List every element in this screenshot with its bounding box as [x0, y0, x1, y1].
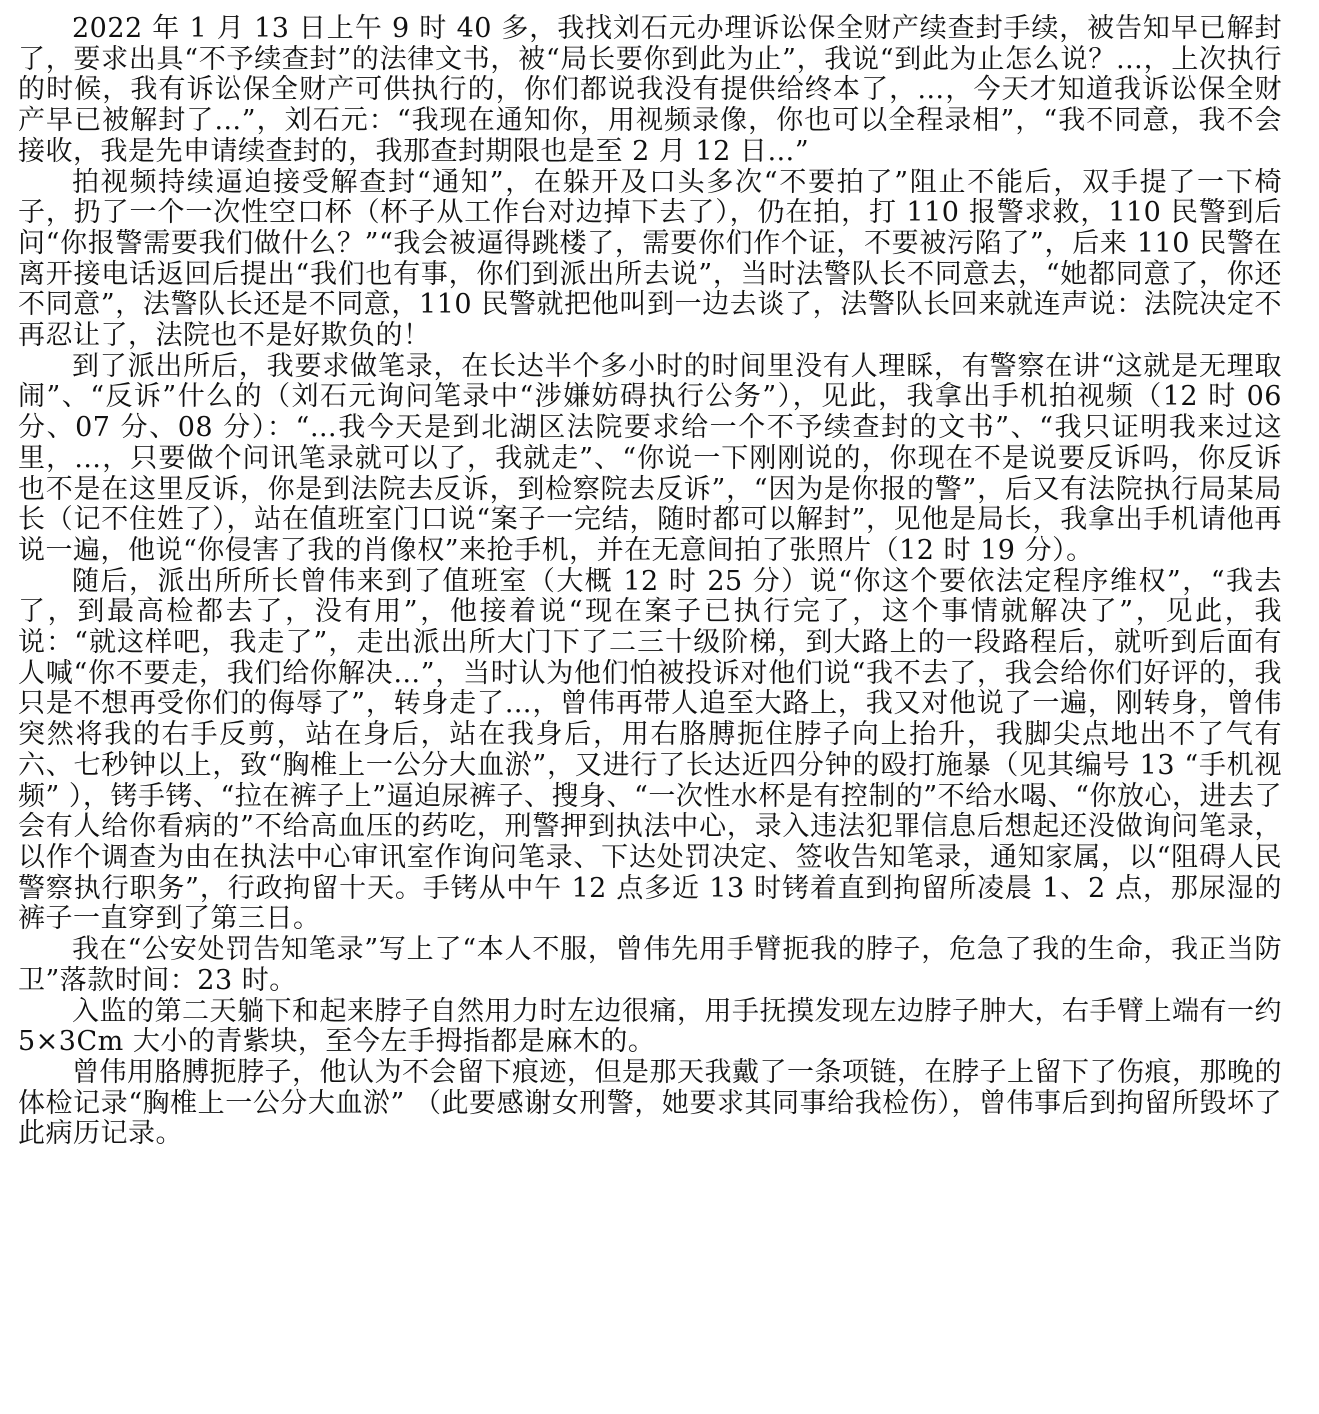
paragraph-4: 随后，派出所所长曾伟来到了值班室（大概 12 时 25 分）说“你这个要依法定程序维权”，“我去了，到最高检都去了，没有用”，他接着说“现在案子已执行完了，这个事情就解决了”，见此，我说：“就这样吧，我走了”，走出派出所大门下了二三十级阶梯，到大路上的一段路程后，就听到后面有人喊“你不要走，我们给你解决…”，当时认为他们怕被投诉对他们说“我不去了，我会给你们好评的，我只是不想再受你们的侮辱了”，转身走了…，曾伟再带人追至大路上，我又对他说了一遍，刚转身，曾伟突然将我的右手反剪，站在身后，站在我身后，用右胳膊扼住脖子向上抬升，我脚尖点地出不了气有六、七秒钟以上，致“胸椎上一公分大血淤”，又进行了长达近四分钟的殴打施暴（见其编号 13 “手机视频” ），铐手铐、“拉在裤子上”逼迫尿裤子、搜身、“一次性水杯是有控制的”不给水喝、“你放心，进去了会有人给你看病的”不给高血压的药吃，刑警押到执法中心，录入违法犯罪信息后想起还没做询问笔录，以作个调查为由在执法中心审讯室作询问笔录、下达处罚决定、签收告知笔录，通知家属，以“阻碍人民警察执行职务”，行政拘留十天。手铐从中午 12 点多近 13 时铐着直到拘留所凌晨 1、2 点，那尿湿的裤子一直穿到了第三日。	[18, 565, 1282, 935]
paragraph-1: 2022 年 1 月 13 日上午 9 时 40 多，我找刘石元办理诉讼保全财产续查封手续，被告知早已解封了，要求出具“不予续查封”的法律文书，被“局长要你到此为止”，我说“到此为止怎么说？…，上次执行的时候，我有诉讼保全财产可供执行的，你们都说我没有提供给终本了，…，今天才知道我诉讼保全财产早已被解封了…”，刘石元：“我现在通知你，用视频录像，你也可以全程录相”，“我不同意，我不会接收，我是先申请续查封的，我那查封期限也是至 2 月 12 日…”	[18, 13, 1282, 167]
paragraph-3: 到了派出所后，我要求做笔录，在长达半个多小时的时间里没有人理睬，有警察在讲“这就是无理取闹”、“反诉”什么的（刘石元询问笔录中“涉嫌妨碍执行公务”），见此，我拿出手机拍视频（12 时 06 分、07 分、08 分）：“…我今天是到北湖区法院要求给一个不予续查封的文书”、“我只证明我来过这里，…，只要做个问讯笔录就可以了，我就走”、“你说一下刚刚说的，你现在不是说要反诉吗，你反诉也不是在这里反诉，你是到法院去反诉，到检察院去反诉”，“因为是你报的警”，后又有法院执行局某局长（记不住姓了），站在值班室门口说“案子一完结，随时都可以解封”，见他是局长，我拿出手机请他再说一遍，他说“你侵害了我的肖像权”来抢手机，并在无意间拍了张照片（12 时 19 分）。	[18, 350, 1282, 566]
paragraph-2: 拍视频持续逼迫接受解查封“通知”，在躲开及口头多次“不要拍了”阻止不能后，双手提了一下椅子，扔了一个一次性空口杯（杯子从工作台对边掉下去了），仍在拍，打 110 报警求救，110 民警到后问“你报警需要我们做什么？”“我会被逼得跳楼了，需要你们作个证，不要被污陷了”，后来 110 民警在离开接电话返回后提出“我们也有事，你们到派出所去说”，当时法警队长不同意去，“她都同意了，你还不同意”，法警队长还是不同意，110 民警就把他叫到一边去谈了，法警队长回来就连声说：法院决定不再忍让了，法院也不是好欺负的！	[18, 166, 1282, 352]
paragraph-6: 入监的第二天躺下和起来脖子自然用力时左边很痛，用手抚摸发现左边脖子肿大，右手臂上端有一约 5×3Cm 大小的青紫块，至今左手拇指都是麻木的。	[18, 995, 1282, 1058]
document-body	[18, 14, 1282, 1150]
paragraph-7: 曾伟用胳膊扼脖子，他认为不会留下痕迹，但是那天我戴了一条项链，在脖子上留下了伤痕，那晚的体检记录“胸椎上一公分大血淤” （此要感谢女刑警，她要求其同事给我检伤），曾伟事后到拘留所毁坏了此病历记录。	[18, 1056, 1282, 1150]
paragraph-5: 我在“公安处罚告知笔录”写上了“本人不服，曾伟先用手臂扼我的脖子，危急了我的生命，我正当防卫”落款时间：23 时。	[18, 934, 1282, 996]
